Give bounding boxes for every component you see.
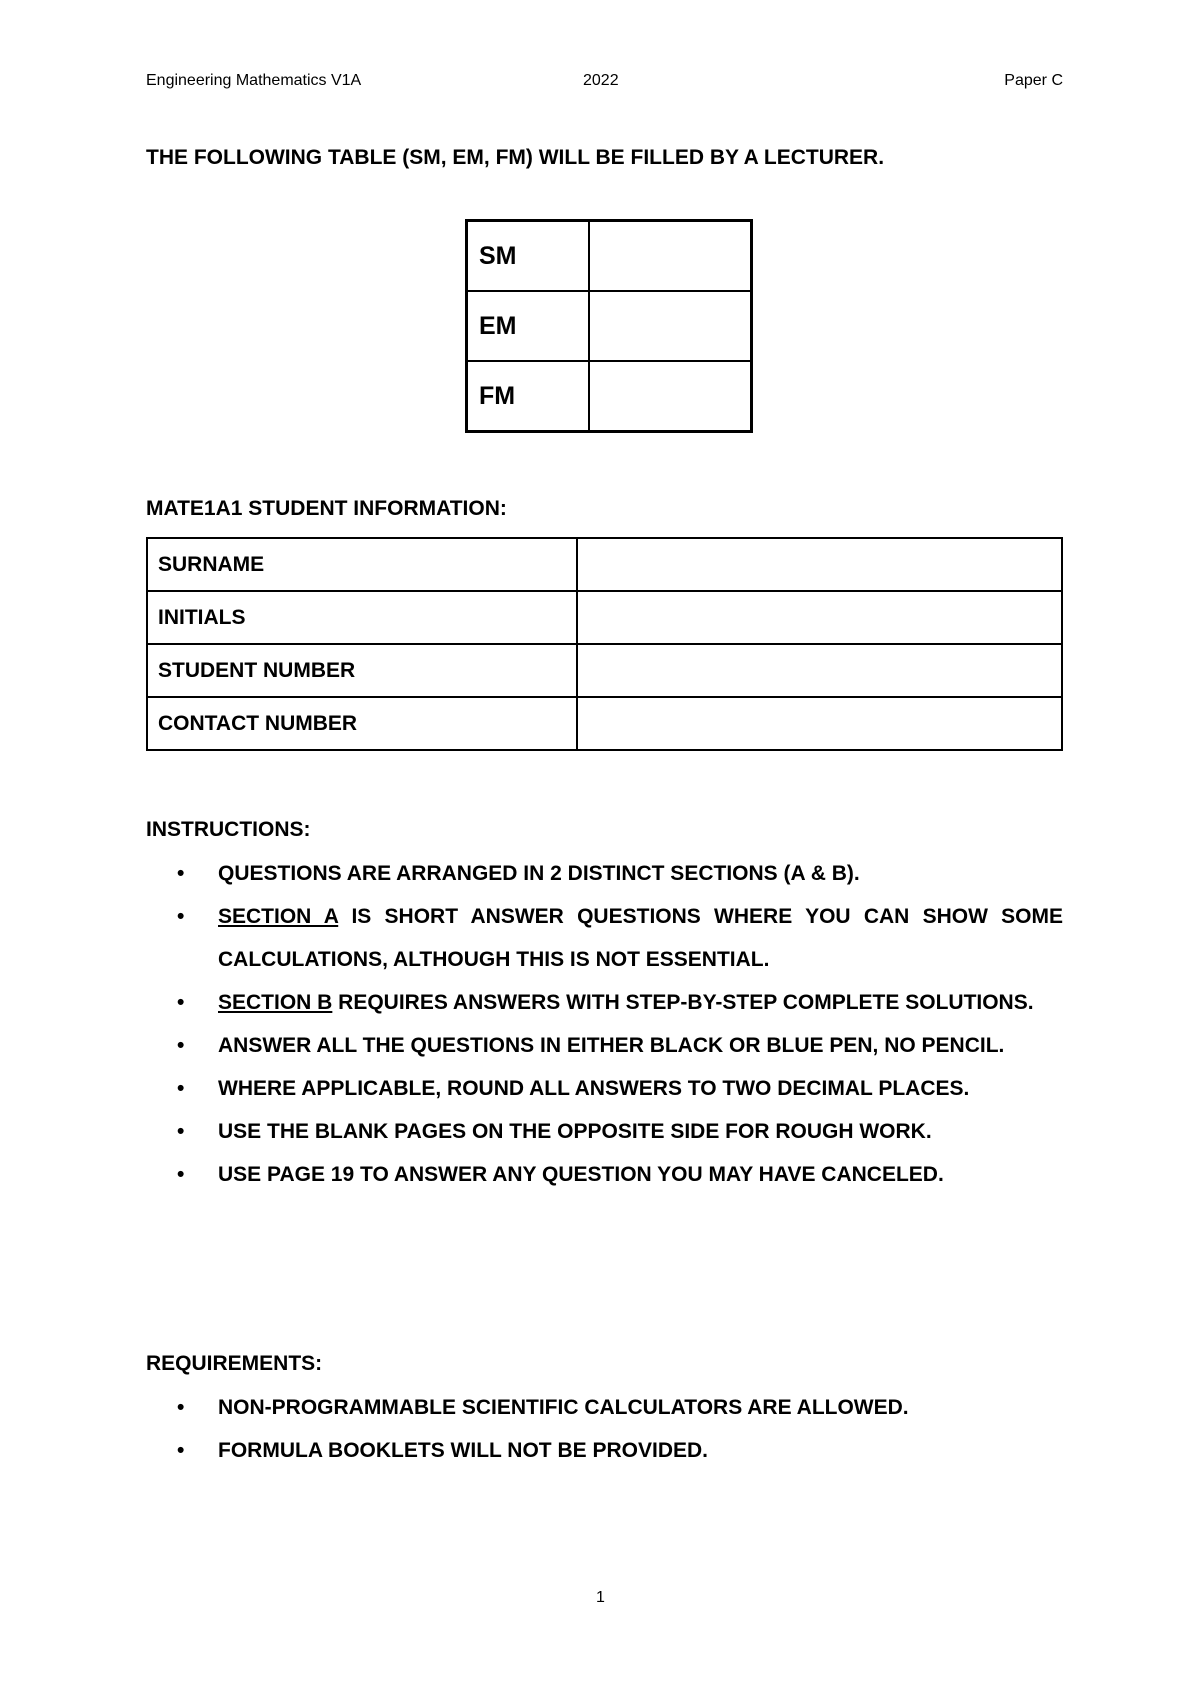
surname-field[interactable]	[577, 538, 1062, 591]
instruction-text: IS SHORT ANSWER QUESTIONS WHERE YOU CAN SHOW SOME CALCULATIONS, ALTHOUGH THIS IS NOT ESSENTIAL.	[218, 905, 1063, 971]
student-number-field[interactable]	[577, 644, 1062, 697]
instruction-item	[146, 895, 1063, 981]
info-label: CONTACT NUMBER	[147, 697, 577, 750]
instruction-item	[146, 1110, 1063, 1153]
info-label: SURNAME	[147, 538, 577, 591]
page-number: 1	[596, 1589, 605, 1606]
instructions-list	[146, 852, 1063, 1196]
instruction-underlined-text: SECTION A	[218, 905, 339, 928]
instruction-item	[146, 1067, 1063, 1110]
marks-label: EM	[467, 291, 590, 361]
marks-table	[465, 219, 753, 433]
requirements-heading: REQUIREMENTS:	[146, 1352, 323, 1375]
bullet-icon: •	[177, 905, 185, 928]
info-label: INITIALS	[147, 591, 577, 644]
requirements-list	[146, 1386, 1063, 1472]
instruction-text: WHERE APPLICABLE, ROUND ALL ANSWERS TO TWO DECIMAL PLACES.	[218, 1077, 970, 1100]
requirement-item	[146, 1386, 1063, 1429]
info-row-surname	[147, 538, 1062, 591]
instruction-text: REQUIRES ANSWERS WITH STEP-BY-STEP COMPLETE SOLUTIONS.	[332, 991, 1034, 1014]
marks-row-em	[467, 291, 752, 361]
bullet-icon: •	[177, 1439, 185, 1462]
requirement-text: NON-PROGRAMMABLE SCIENTIFIC CALCULATORS ARE ALLOWED.	[218, 1396, 909, 1419]
bullet-icon: •	[177, 1077, 185, 1100]
header-year: 2022	[583, 72, 619, 89]
header-course-title: Engineering Mathematics V1A	[146, 72, 362, 89]
instruction-item	[146, 1024, 1063, 1067]
header-paper: Paper C	[1004, 72, 1063, 89]
instruction-text: USE THE BLANK PAGES ON THE OPPOSITE SIDE FOR ROUGH WORK.	[218, 1120, 932, 1143]
marks-value-cell[interactable]	[589, 291, 752, 361]
instruction-item	[146, 1153, 1063, 1196]
bullet-icon: •	[177, 862, 185, 885]
requirement-item	[146, 1429, 1063, 1472]
bullet-icon: •	[177, 1396, 185, 1419]
student-info-table	[146, 537, 1063, 751]
bullet-icon: •	[177, 1163, 185, 1186]
bullet-icon: •	[177, 1034, 185, 1057]
marks-row-sm	[467, 221, 752, 292]
marks-row-fm	[467, 361, 752, 432]
instructions-heading: INSTRUCTIONS:	[146, 818, 311, 841]
requirement-text: FORMULA BOOKLETS WILL NOT BE PROVIDED.	[218, 1439, 708, 1462]
initials-field[interactable]	[577, 591, 1062, 644]
marks-value-cell[interactable]	[589, 221, 752, 292]
contact-number-field[interactable]	[577, 697, 1062, 750]
instruction-text: ANSWER ALL THE QUESTIONS IN EITHER BLACK OR BLUE PEN, NO PENCIL.	[218, 1034, 1005, 1057]
info-row-contact-number	[147, 697, 1062, 750]
instruction-text: USE PAGE 19 TO ANSWER ANY QUESTION YOU MAY HAVE CANCELED.	[218, 1163, 944, 1186]
page-header	[146, 72, 1063, 96]
lecturer-note: THE FOLLOWING TABLE (SM, EM, FM) WILL BE FILLED BY A LECTURER.	[146, 146, 885, 169]
bullet-icon: •	[177, 991, 185, 1014]
marks-value-cell[interactable]	[589, 361, 752, 432]
instruction-item	[146, 981, 1063, 1024]
marks-label: FM	[467, 361, 590, 432]
instruction-text: QUESTIONS ARE ARRANGED IN 2 DISTINCT SECTIONS (A & B).	[218, 862, 860, 885]
bullet-icon: •	[177, 1120, 185, 1143]
info-row-student-number	[147, 644, 1062, 697]
info-row-initials	[147, 591, 1062, 644]
student-info-heading: MATE1A1 STUDENT INFORMATION:	[146, 497, 507, 520]
instruction-item	[146, 852, 1063, 895]
instruction-underlined-text: SECTION B	[218, 991, 333, 1014]
marks-label: SM	[467, 221, 590, 292]
info-label: STUDENT NUMBER	[147, 644, 577, 697]
